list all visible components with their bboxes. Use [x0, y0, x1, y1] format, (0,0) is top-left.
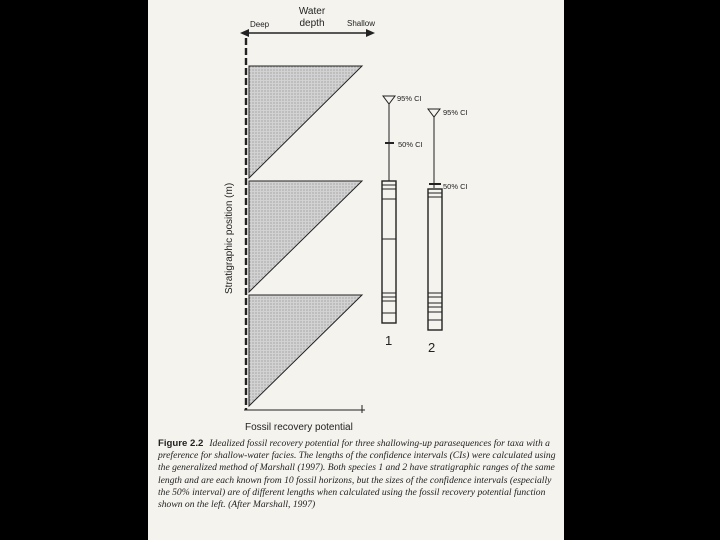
ci50-label-col2: 50% CI — [443, 182, 468, 191]
ci95-label-col2: 95% CI — [443, 108, 468, 117]
water-depth-title-line2: depth — [299, 18, 325, 29]
parasequence-triangle-upper — [249, 66, 362, 178]
species-1-column — [382, 94, 423, 348]
water-depth-title-line1: Water — [298, 6, 326, 17]
arrowhead-right — [366, 29, 375, 37]
stratigraphic-axis-label: Stratigraphic position (m) — [224, 182, 235, 294]
deep-label: Deep — [250, 20, 270, 29]
column-number-2: 2 — [428, 340, 436, 355]
parasequence-triangle-middle — [249, 181, 362, 292]
parasequence-triangle-lower — [249, 295, 362, 406]
species-2-column — [428, 108, 468, 355]
arrowhead-left — [240, 29, 249, 37]
ci50-label-col1: 50% CI — [398, 140, 423, 149]
recovery-axis-label: Fossil recovery potential — [245, 422, 353, 433]
caption-label: Figure 2.2 — [158, 438, 204, 449]
range-bar-col1 — [382, 181, 396, 323]
caption-text: Idealized fossil recovery potential for three shallowing-up parasequences for taxa with a preference for shallow-water facies. The lengths of the confidence intervals (CIs) were calculated using the generalized method of Marshall (1997). Both species 1 and 2 have stratigraphic ranges of the same length and are each known from 10 fossil horizons, but the sizes of the confidence intervals (especially the 50% interval) are of different lengths when calculated using the fossil recovery potential function shown on the left. (After Marshall, 1997) — [158, 438, 556, 511]
shallow-label: Shallow — [347, 19, 376, 28]
column-number-1: 1 — [385, 333, 393, 348]
ci95-triangle-icon — [383, 96, 395, 104]
figure-caption — [158, 438, 562, 511]
ci95-label-col1: 95% CI — [397, 94, 422, 103]
range-bar-col2 — [428, 189, 442, 330]
ci95-triangle-icon — [428, 109, 440, 117]
